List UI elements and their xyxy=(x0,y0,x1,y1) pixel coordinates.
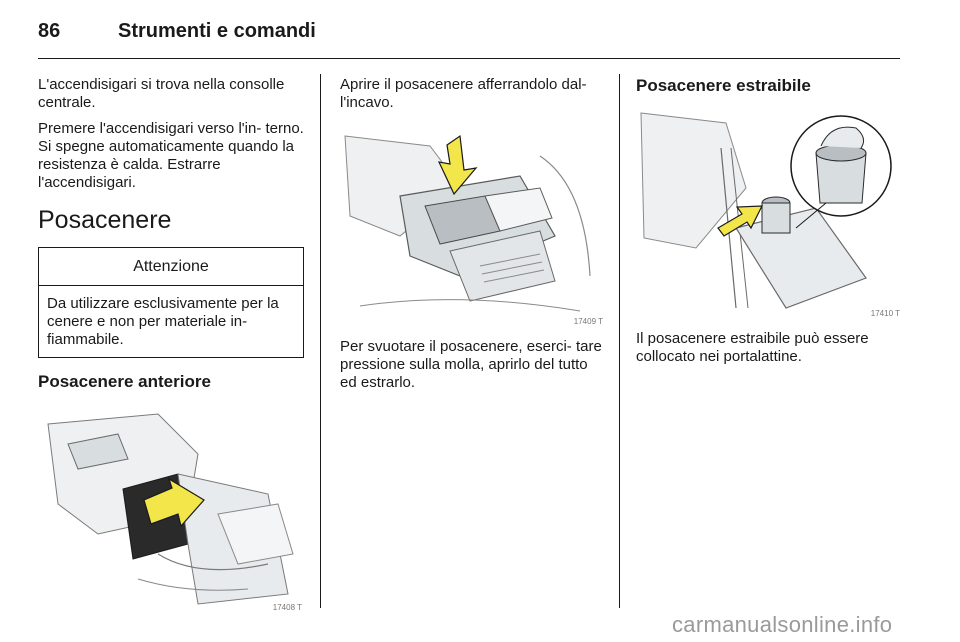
removable-ashtray-text: Il posacenere estraibile può essere collocato nei portalattine. xyxy=(636,330,869,365)
cigarette-lighter-location-text: L'accendisigari si trova nella consolle centrale. xyxy=(38,76,285,111)
section-title-ashtray: Posacenere xyxy=(38,206,172,234)
column-right xyxy=(636,76,902,374)
column-left xyxy=(38,76,304,612)
column-middle xyxy=(340,76,605,400)
figure-open-ashtray xyxy=(340,126,605,326)
figure-code: 17409 T xyxy=(573,317,603,326)
open-ashtray-text: Aprire il posacenere afferrandolo dal- l'incavo. xyxy=(340,76,587,111)
removable-ashtray-illustration xyxy=(636,108,902,318)
subsection-title-front-ashtray: Posacenere anteriore xyxy=(38,372,211,391)
warning-text: Da utilizzare esclusivamente per la cenere e non per materiale in- fiammabile. xyxy=(47,295,279,348)
empty-ashtray-text: Per svuotare il posacenere, eserci- tare pressione sulla molla, aprirlo del tutto ed estrarlo. xyxy=(340,338,602,391)
front-ashtray-illustration xyxy=(38,404,304,612)
figure-front-ashtray xyxy=(38,404,304,612)
figure-removable-ashtray xyxy=(636,108,902,318)
column-divider xyxy=(619,74,620,608)
subsection-title-removable-ashtray: Posacenere estraibile xyxy=(636,76,811,95)
open-ashtray-illustration xyxy=(340,126,605,326)
watermark: carmanualsonline.info xyxy=(672,612,893,637)
warning-box xyxy=(38,247,304,358)
column-divider xyxy=(320,74,321,608)
cigarette-lighter-usage-text: Premere l'accendisigari verso l'in- terno. Si spegne automaticamente quando la resistenza è calda. Estrarre l'accendisigari. xyxy=(38,120,304,191)
warning-title: Attenzione xyxy=(39,248,303,286)
figure-code: 17408 T xyxy=(272,603,302,612)
page-title: Strumenti e comandi xyxy=(118,20,316,42)
page-header xyxy=(38,18,900,59)
page-number: 86 xyxy=(38,20,61,42)
figure-code: 17410 T xyxy=(870,309,900,318)
